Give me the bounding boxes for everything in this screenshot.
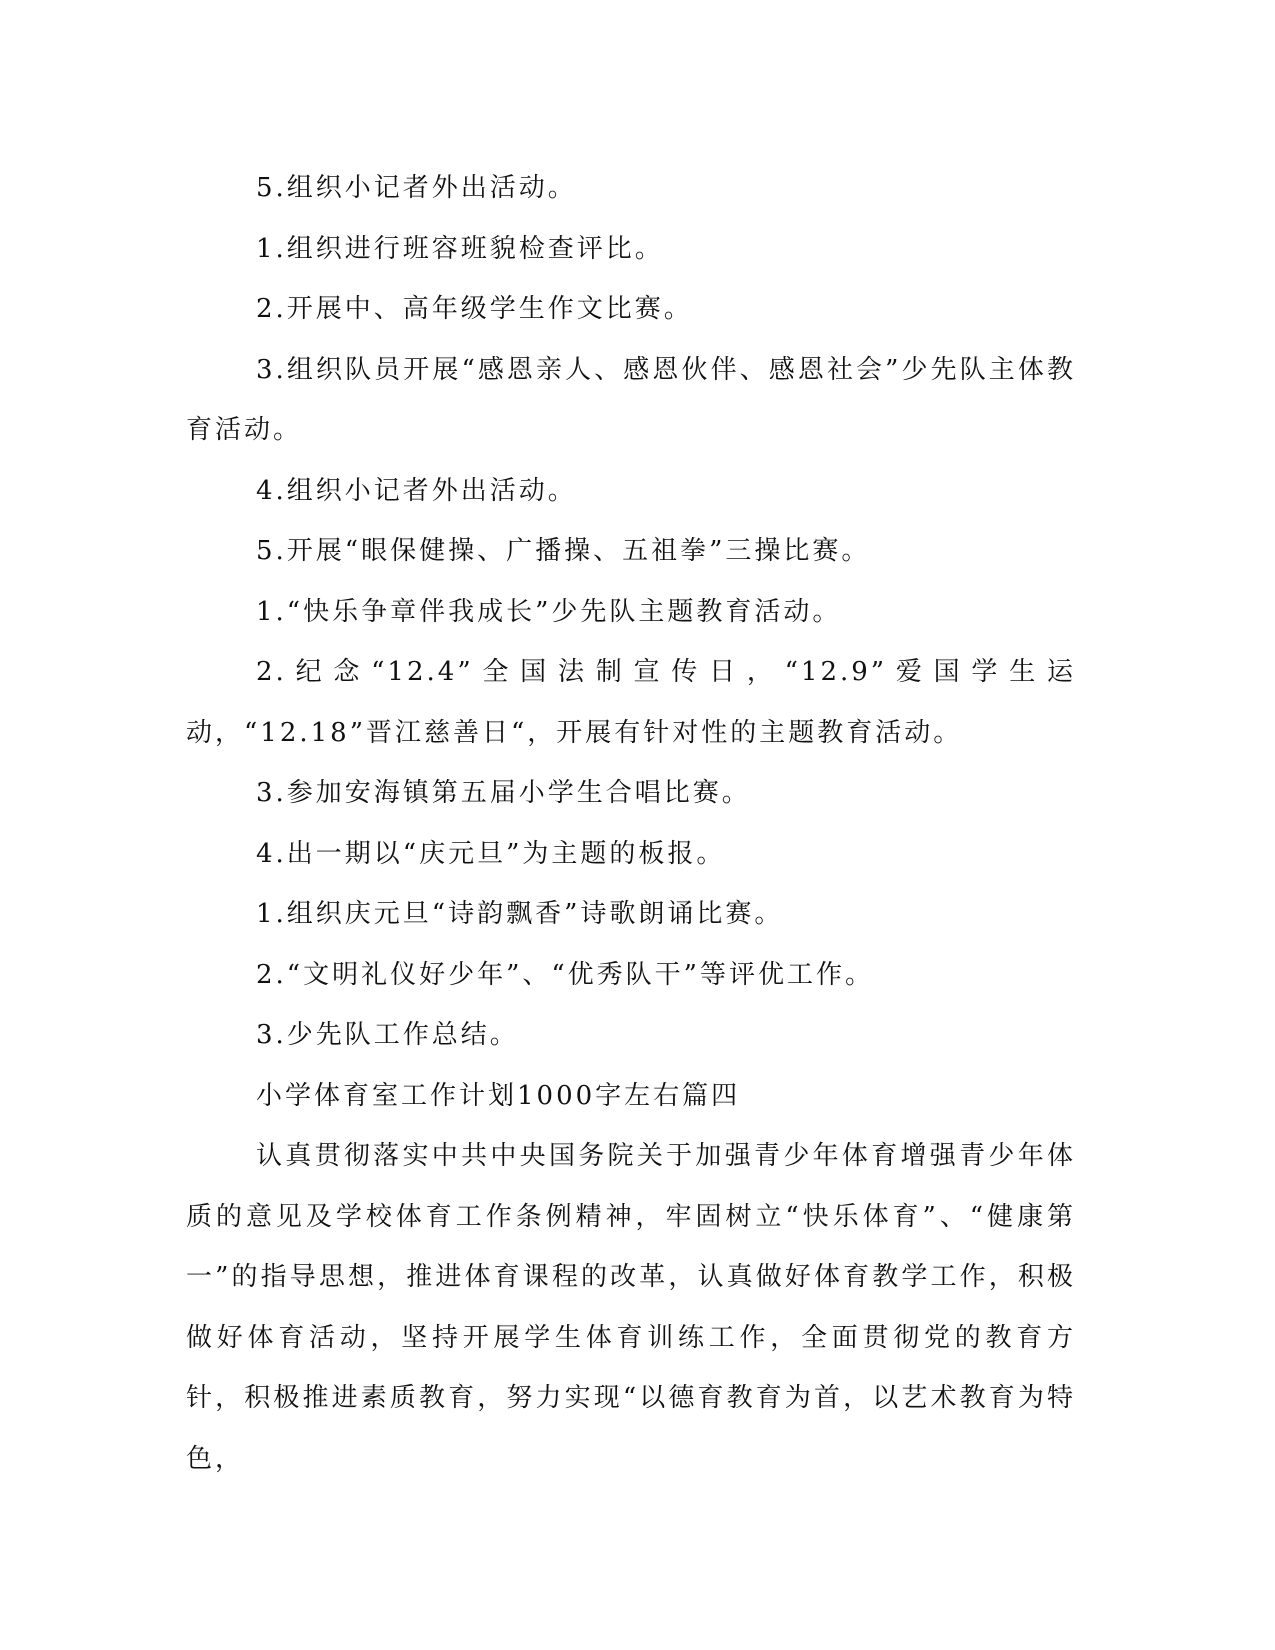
paragraph-11: 1.组织庆元旦“诗韵飘香”诗歌朗诵比赛。 — [256, 899, 784, 929]
paragraph-5: 4.组织小记者外出活动。 — [256, 475, 577, 506]
section-heading: 小学体育室工作计划1000字左右篇四 — [256, 1080, 741, 1111]
paragraph-4: 3.组织队员开展“感恩亲人、感恩伙伴、感恩社会”少先队主体教育活动。 — [186, 354, 1076, 445]
paragraph-2: 1.组织进行班容班貌检查评比。 — [256, 233, 664, 264]
paragraph-9: 3.参加安海镇第五届小学生合唱比赛。 — [256, 778, 751, 808]
paragraph-6: 5.开展“眼保健操、广播操、五祖拳”三操比赛。 — [256, 536, 871, 566]
paragraph-13: 3.少先队工作总结。 — [256, 1020, 519, 1050]
paragraph-12: 2.“文明礼仪好少年”、“优秀队干”等评优工作。 — [256, 959, 874, 990]
paragraph-3: 2.开展中、高年级学生作文比赛。 — [256, 294, 693, 324]
paragraph-1: 5.组织小记者外出活动。 — [256, 173, 577, 203]
document-body — [186, 158, 1076, 1489]
paragraph-8: 2.纪念“12.4”全国法制宣传日，“12.9”爱国学生运动，“12.18”晋江慈善日“，开展有针对性的主题教育活动。 — [186, 657, 1076, 748]
paragraph-10: 4.出一期以“庆元旦”为主题的板报。 — [256, 838, 726, 869]
paragraph-7: 1.“快乐争章伴我成长”少先队主题教育活动。 — [256, 596, 842, 627]
paragraph-15: 认真贯彻落实中共中央国务院关于加强青少年体育增强青少年体质的意见及学校体育工作条例精神，牢固树立“快乐体育”、“健康第一”的指导思想，推进体育课程的改革，认真做好体育教学工作，积极做好体育活动，坚持开展学生体育训练工作，全面贯彻党的教育方针，积极推进素质教育，努力实现“以德育教育为首，以艺术教育为特色， — [186, 1141, 1076, 1474]
